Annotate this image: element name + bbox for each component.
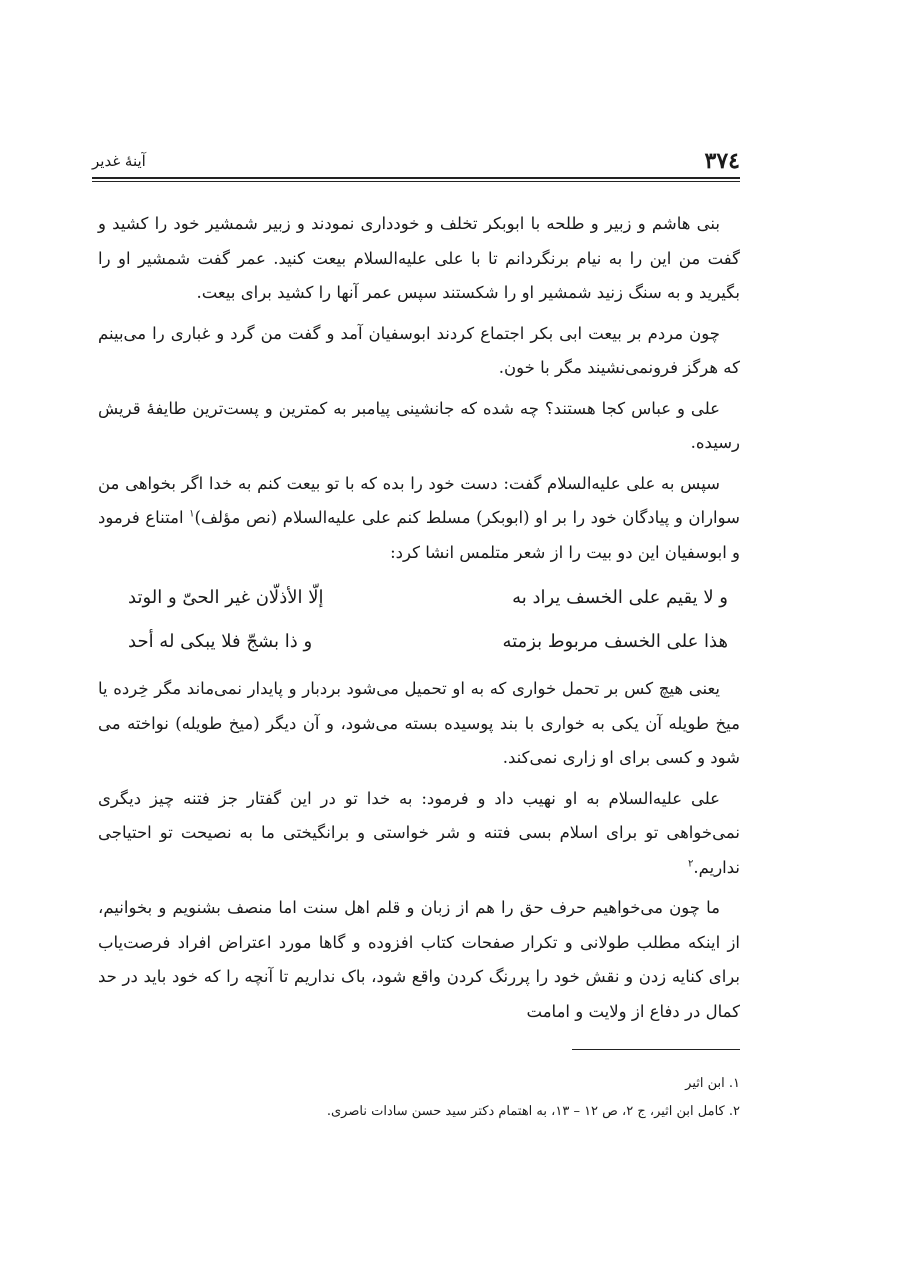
paragraph-7: ما چون می‌خواهیم حرف حق را هم از زبان و قلم اهل سنت اما منصف بشنویم و بخوانیم، از اینکه مطلب طولانی و تکرار صفحات کتاب افزوده و گاها مورد اعتراض افراد فرصت‌یاب برای کنایه زدن و نقش خود را پررنگ کردن واقع شود، باک نداریم تا آنچه را که خود باید در حد کمال در دفاع از ولایت و امامت: [98, 898, 740, 1021]
paragraph-2: چون مردم بر بیعت ابی بکر اجتماع کردند ابوسفیان آمد و گفت من گرد و غباری را می‌بینم که هرگز فرونمی‌نشیند مگر با خون.: [98, 323, 740, 377]
header-rule-thick: [92, 177, 740, 179]
footnote-rule: [572, 1049, 740, 1050]
footnote-ref-2: ٢: [688, 858, 694, 869]
paragraph-4: [98, 467, 740, 571]
page-number: ٣٧٤: [704, 148, 740, 174]
verse-2-first-hemistich: هذا علی الخسف مربوط بزمته: [502, 630, 728, 652]
verse-2-second-hemistich: و ذا بشجّ فلا یبکی له أحد: [128, 630, 313, 652]
footnote-ref-1: ١: [189, 508, 195, 520]
header-rule-thin: [92, 181, 740, 182]
poem: [98, 576, 740, 664]
paragraph-1: بنی هاشم و زبیر و طلحه با ابوبکر تخلف و خودداری نمودند و زبیر شمشیر خود را کشید و گفت من این را به نیام برنگردانم تا با علی علیه‌السلام بیعت کنید. عمر گفت شمشیر او را بگیرید و به سنگ زنید شمشیر او را شکستند سپس عمر آنها را کشید برای بیعت.: [98, 214, 740, 302]
verse-2: [98, 620, 740, 664]
body-text: [98, 207, 740, 1035]
footnote-1: ١. ابن اثیر: [685, 1076, 740, 1091]
running-title: آینهٔ غدیر: [92, 152, 146, 170]
paragraph-5: یعنی هیچ کس بر تحمل خواری که به او تحمیل می‌شود بردبار و پایدار نمی‌ماند مگر خِرده یا میخ طویله آن یکی به خواری با بند پوسیده بسته می‌شود، و آن دیگر (میخ طویله) نواخته می شود و کسی برای او زاری نمی‌کند.: [98, 679, 740, 767]
paragraph-4-text-a: سپس به علی علیه‌السلام گفت: دست خود را بده که با تو بیعت کنم به خدا اگر بخواهی من سواران و پیادگان خود را بر او (ابوبکر) مسلط کنم علی علیه‌السلام (نص مؤلف): [98, 473, 740, 527]
paragraph-4-text-b: امتناع فرمود و ابوسفیان این دو بیت را از شعر متلمس انشا کرد:: [98, 508, 740, 562]
verse-1: [98, 576, 740, 620]
verse-1-first-hemistich: و لا یقیم علی الخسف یراد به: [512, 586, 728, 608]
footnote-2: ٢. کامل ابن اثیر، ج ٢، ص ١٢ – ١٣، به اهتمام دکتر سید حسن سادات ناصری.: [326, 1104, 740, 1119]
verse-1-second-hemistich: إلّا الأذلّان غیر الحیّ و الوتد: [128, 586, 324, 608]
paragraph-3: علی و عباس کجا هستند؟ چه شده که جانشینی پیامبر به کمترین و پست‌ترین طایفهٔ قریش رسیده.: [98, 398, 740, 452]
paragraph-6-text: علی علیه‌السلام به او نهیب داد و فرمود: به خدا تو در این گفتار جز فتنه چیز دیگری نمی‌خواهی تو برای اسلام بسی فتنه و شر خواستی و برانگیختی ما به نصیحت تو احتیاجی نداریم.: [98, 788, 740, 877]
page-header: [92, 146, 740, 174]
footnotes: [98, 1070, 740, 1126]
paragraph-6: [98, 782, 740, 886]
